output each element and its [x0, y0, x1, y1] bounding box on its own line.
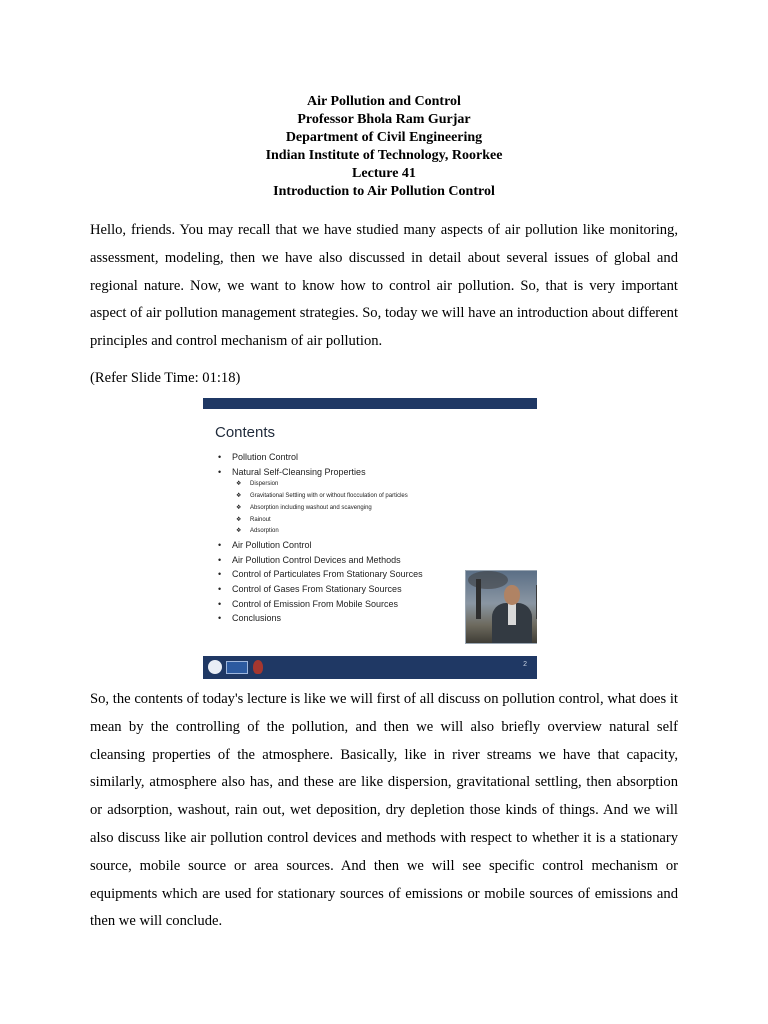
slide-title: Contents — [215, 424, 276, 441]
slide-item-text: Air Pollution Control — [232, 539, 312, 550]
slide-item-text: Control of Particulates From Stationary Sources — [232, 569, 423, 580]
presenter-head — [504, 585, 520, 605]
slide-bullet-item — [217, 582, 423, 597]
slide-item-text: Absorption including washout and scavenging — [250, 504, 372, 511]
diamond-bullet-icon: ❖ — [236, 493, 242, 500]
slide-sub-item — [217, 491, 423, 503]
slide-item-text: Adsorption — [250, 528, 279, 535]
summary-paragraph: So, the contents of today's lecture is like we will first of all discuss on pollution control, what does it mean by the controlling of the pollution, and then we will also briefly overview natural self cleansing properties of the atmosphere. Basically, like in river streams we have that capacity, similarly, atmosphere also has, and these are like dispersion, gravitational settling, then absorption or adsorption, washout, rain out, wet deposition, dry depletion those kinds of things. And we will also discuss like air pollution control devices and methods with respect to whether it is a stationary source, mobile source or area sources. And then we will see specific control mechanism or equipments which are used for stationary sources of emissions or mobile sources of emissions and then we will conclude. — [90, 691, 678, 930]
slide-bullet-item — [217, 465, 423, 480]
chimney-stack — [476, 579, 481, 619]
nptel-logo-icon — [226, 661, 248, 674]
diamond-bullet-icon: ❖ — [236, 481, 242, 488]
course-title: Air Pollution and Control — [307, 94, 461, 109]
slide-bullet-item — [217, 553, 423, 568]
diamond-bullet-icon: ❖ — [236, 504, 242, 511]
slide-bullet-item — [217, 567, 423, 582]
slide-bullet-item — [217, 450, 423, 465]
slide-item-text: Conclusions — [232, 613, 282, 624]
refer-slide-time: (Refer Slide Time: 01:18) — [90, 370, 241, 386]
slide-contents-list — [217, 450, 423, 626]
slide-sub-item — [217, 503, 423, 515]
slide-item-text: Air Pollution Control Devices and Methods — [232, 554, 401, 565]
presenter-video-inset — [465, 570, 537, 644]
chimney-stack — [536, 585, 537, 619]
slide-top-bar — [203, 398, 537, 409]
iit-logo-icon — [208, 660, 222, 674]
slide-item-text: Pollution Control — [232, 452, 299, 462]
lecture-header — [90, 93, 678, 201]
slide-footer-bar — [203, 656, 537, 679]
lecture-slide-image — [203, 398, 537, 679]
lecture-number: Lecture 41 — [352, 166, 416, 181]
slide-sub-item — [217, 515, 423, 527]
slide-sub-item — [217, 526, 423, 538]
slide-item-text: Control of Gases From Stationary Sources — [232, 584, 402, 595]
professor-name: Professor Bhola Ram Gurjar — [297, 112, 471, 127]
slide-bullet-item — [217, 597, 423, 612]
intro-paragraph: Hello, friends. You may recall that we have studied many aspects of air pollution like monitoring, assessment, modeling, then we have also discussed in detail about several issues of global and regional nature. Now, we want to know how to control air pollution. So, that is very important aspect of air pollution management strategies. So, today we will have an introduction about different principles and control mechanism of air pollution. — [90, 222, 678, 350]
slide-bullet-item — [217, 611, 423, 626]
diamond-bullet-icon: ❖ — [236, 516, 242, 523]
institute-name: Indian Institute of Technology, Roorkee — [265, 148, 503, 163]
slide-item-text: Dispersion — [250, 481, 279, 488]
slide-item-text: Natural Self-Cleansing Properties — [232, 466, 366, 477]
slide-page-number: 2 — [523, 661, 527, 668]
presenter-shirt — [508, 603, 516, 625]
diamond-bullet-icon: ❖ — [236, 528, 242, 535]
slide-item-text: Rainout — [250, 516, 271, 523]
slide-item-text: Gravitational Settling with or without flocculation of particles — [250, 493, 408, 500]
slide-sub-item — [217, 479, 423, 491]
department-name: Department of Civil Engineering — [285, 130, 483, 145]
lecture-topic: Introduction to Air Pollution Control — [273, 184, 495, 199]
slide-item-text: Control of Emission From Mobile Sources — [232, 598, 399, 609]
institute-emblem-icon — [253, 660, 263, 674]
slide-bullet-item — [217, 538, 423, 553]
smoke-cloud — [468, 571, 508, 589]
